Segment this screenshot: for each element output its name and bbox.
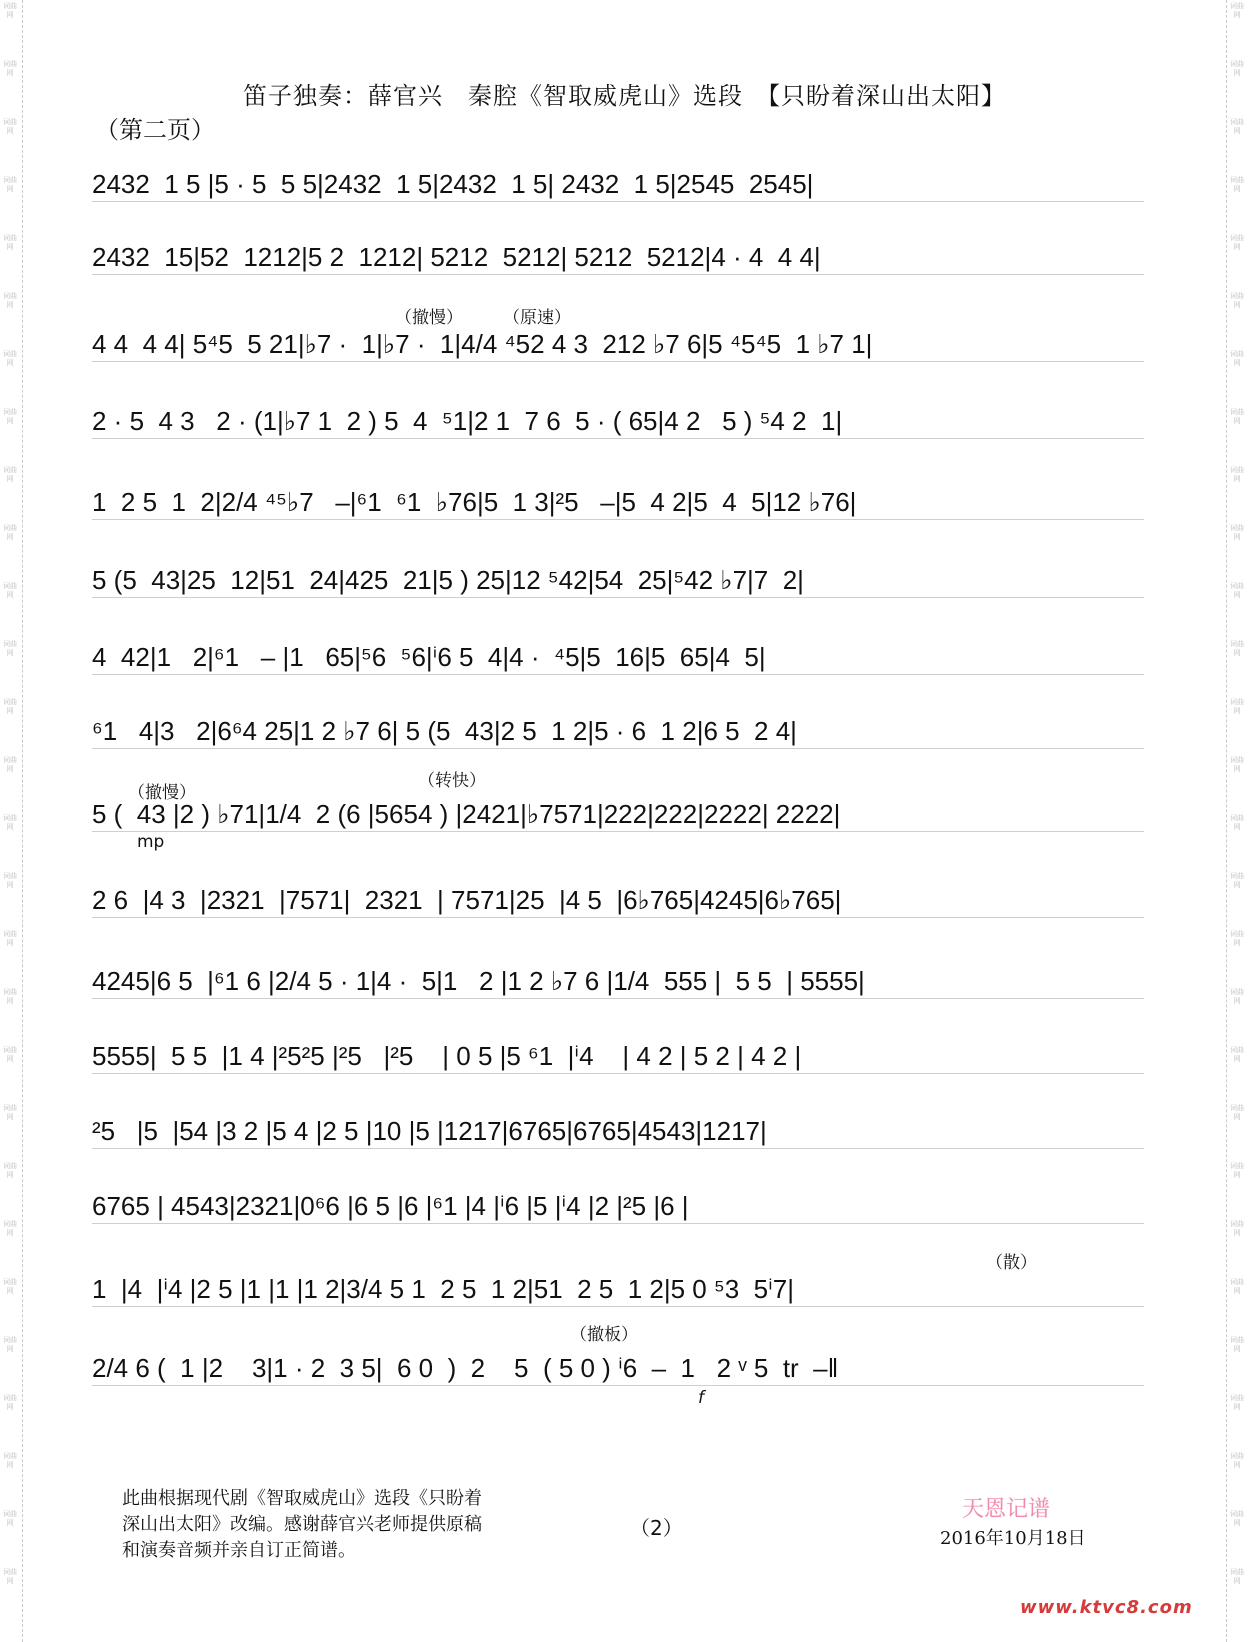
score-row-13: ²5 |5 |54 |3 2 |5 4 |2 5 |10 |5 |1217|6765|6765|4543|1217| [92,1107,1144,1155]
dynamic-f: f [698,1388,704,1408]
score-row-10: 2 6 |4 3 |2321 |7571| 2321 | 7571|25 |4 5 |6♭765|4245|6♭765| [92,876,1144,924]
score-row-12: 5555| 5 5 |1 4 |²5²5 |²5 |²5 | 0 5 |5 ⁶1 |ⁱ4 | 4 2 | 5 2 | 4 2 | [92,1032,1144,1080]
score-row-5: 1 2 5 1 2|2/4 ⁴⁵♭7 –|⁶1 ⁶1 ♭76|5 1 3|²5 –|5 4 2|5 4 5|12 ♭76| [92,478,1144,526]
footnote-line-2: 深山出太阳》改编。感谢薛官兴老师提供原稿 [122,1514,482,1535]
score-row-7: 4 42|1 2|⁶1 – |1 65|⁵6 ⁵6|ⁱ6 5 4|4 · ⁴5|5 16|5 65|4 5| [92,633,1144,681]
watermark-text: 词曲网 [1230,234,1244,251]
score-row-15: 1 |4 |ⁱ4 |2 5 |1 |1 |1 2|3/4 5 1 2 5 1 2|51 2 5 1 2|5 0 ⁵3 5ⁱ7| [92,1265,1144,1313]
watermark-text: 词曲网 [1230,872,1244,889]
watermark-text: 词曲网 [1230,582,1244,599]
watermark-text: 词曲网 [3,1510,17,1527]
watermark-text: 词曲网 [3,1336,17,1353]
watermark-text: 词曲网 [1230,1162,1244,1179]
watermark-text: 词曲网 [3,930,17,947]
watermark-text: 词曲网 [3,756,17,773]
watermark-text: 词曲网 [3,60,17,77]
tempo-marking-faster: （转快） [418,771,486,791]
watermark-text: 词曲网 [1230,176,1244,193]
watermark-text: 词曲网 [3,524,17,541]
tempo-marking-rit-1: （撤慢） [395,308,463,328]
watermark-text: 词曲网 [3,1220,17,1237]
watermark-text: 词曲网 [3,1452,17,1469]
watermark-text: 词曲网 [3,118,17,135]
score-row-11: 4245|6 5 |⁶1 6 |2/4 5 · 1|4 · 5|1 2 |1 2 ♭7 6 |1/4 555 | 5 5 | 5555| [92,957,1144,1005]
footnote-line-3: 和演奏音频并亲自订正简谱。 [122,1540,356,1561]
watermark-text: 词曲网 [1230,1104,1244,1121]
score-row-14: 6765 | 4543|2321|0⁶6 |6 5 |6 |⁶1 |4 |ⁱ6 |5 |ⁱ4 |2 |²5 |6 | [92,1182,1144,1230]
watermark-text: 词曲网 [3,1394,17,1411]
watermark-text: 词曲网 [1230,1336,1244,1353]
tempo-marking-rit-2: （撤慢） [128,783,196,803]
watermark-text: 词曲网 [1230,930,1244,947]
watermark-text: 词曲网 [3,292,17,309]
score-row-2: 2432 15|52 1212|5 2 1212| 5212 5212| 5212 5212|4 · 4 4 4| [92,233,1144,281]
watermark-text: 词曲网 [1230,1510,1244,1527]
watermark-text: 词曲网 [3,872,17,889]
watermark-text: 词曲网 [3,1568,17,1585]
watermark-text: 词曲网 [3,988,17,1005]
page-label: （第二页） [95,116,215,144]
watermark-text: 词曲网 [3,1162,17,1179]
watermark-text: 词曲网 [1230,1046,1244,1063]
score-row-9: 5 ( 43 |2 ) ♭71|1/4 2 (6 |5654 ) |2421|♭7571|222|222|2222| 2222| [92,790,1144,838]
watermark-text: 词曲网 [3,2,17,19]
watermark-text: 词曲网 [1230,2,1244,19]
watermark-text: 词曲网 [1230,466,1244,483]
dynamic-mp: mp [137,832,165,852]
transcriber-stamp: 天恩记谱 [962,1497,1051,1522]
watermark-text: 词曲网 [3,234,17,251]
watermark-text: 词曲网 [3,698,17,715]
watermark-text: 词曲网 [1230,988,1244,1005]
watermark-text: 词曲网 [3,582,17,599]
watermark-text: 词曲网 [3,176,17,193]
watermark-text: 词曲网 [3,408,17,425]
watermark-text: 词曲网 [1230,1278,1244,1295]
score-row-6: 5 (5 43|25 12|51 24|425 21|5 ) 25|12 ⁵42|54 25|⁵42 ♭7|7 2| [92,556,1144,604]
watermark-text: 词曲网 [1230,756,1244,773]
watermark-text: 词曲网 [1230,1452,1244,1469]
watermark-text: 词曲网 [3,814,17,831]
watermark-text: 词曲网 [1230,814,1244,831]
watermark-text: 词曲网 [1230,60,1244,77]
watermark-text: 词曲网 [1230,1220,1244,1237]
watermark-text: 词曲网 [1230,292,1244,309]
watermark-text: 词曲网 [1230,1568,1244,1585]
footnote-line-1: 此曲根据现代剧《智取威虎山》选段《只盼着 [122,1488,482,1509]
tempo-marking-rit-3: （撤板） [570,1325,638,1345]
watermark-text: 词曲网 [3,640,17,657]
score-row-3: 4 4 4 4| 5⁴5 5 21|♭7 · 1|♭7 · 1|4/4 ⁴52 4 3 212 ♭7 6|5 ⁴5⁴5 1 ♭7 1| [92,320,1144,368]
tempo-marking-free: （散） [986,1253,1037,1273]
watermark-text: 词曲网 [1230,524,1244,541]
watermark-text: 词曲网 [3,350,17,367]
watermark-text: 词曲网 [1230,350,1244,367]
watermark-text: 词曲网 [1230,118,1244,135]
watermark-text: 词曲网 [3,1278,17,1295]
watermark-text: 词曲网 [3,466,17,483]
site-watermark: www.ktvc8.com [1020,1597,1193,1618]
watermark-text: 词曲网 [3,1104,17,1121]
left-watermark-strip [0,0,23,1642]
score-row-1: 2432 1 5 |5 · 5 5 5|2432 1 5|2432 1 5| 2432 1 5|2545 2545| [92,160,1144,208]
watermark-text: 词曲网 [1230,640,1244,657]
right-watermark-strip [1226,0,1249,1642]
watermark-text: 词曲网 [3,1046,17,1063]
watermark-text: 词曲网 [1230,1394,1244,1411]
page-number: （2） [630,1516,683,1540]
footnote [122,1486,572,1564]
score-row-4: 2 · 5 4 3 2 · (1|♭7 1 2 ) 5 4 ⁵1|2 1 7 6 5 · ( 65|4 2 5 ) ⁵4 2 1| [92,397,1144,445]
watermark-text: 词曲网 [1230,408,1244,425]
score-row-8: ⁶1 4|3 2|6⁶4 25|1 2 ♭7 6| 5 (5 43|2 5 1 2|5 · 6 1 2|6 5 2 4| [92,707,1144,755]
score-row-16: 2/4 6 ( 1 |2 3|1 · 2 3 5| 6 0 ) 2 5 ( 5 0 ) ⁱ6 – 1 2 ᵛ 5 tr –‖ [92,1344,1144,1392]
watermark-text: 词曲网 [1230,698,1244,715]
page-title: 笛子独奏：薛官兴 秦腔《智取威虎山》选段 【只盼着深山出太阳】 [243,82,1006,110]
tempo-marking-a-tempo: （原速） [503,308,571,328]
date: 2016年10月18日 [940,1528,1086,1549]
